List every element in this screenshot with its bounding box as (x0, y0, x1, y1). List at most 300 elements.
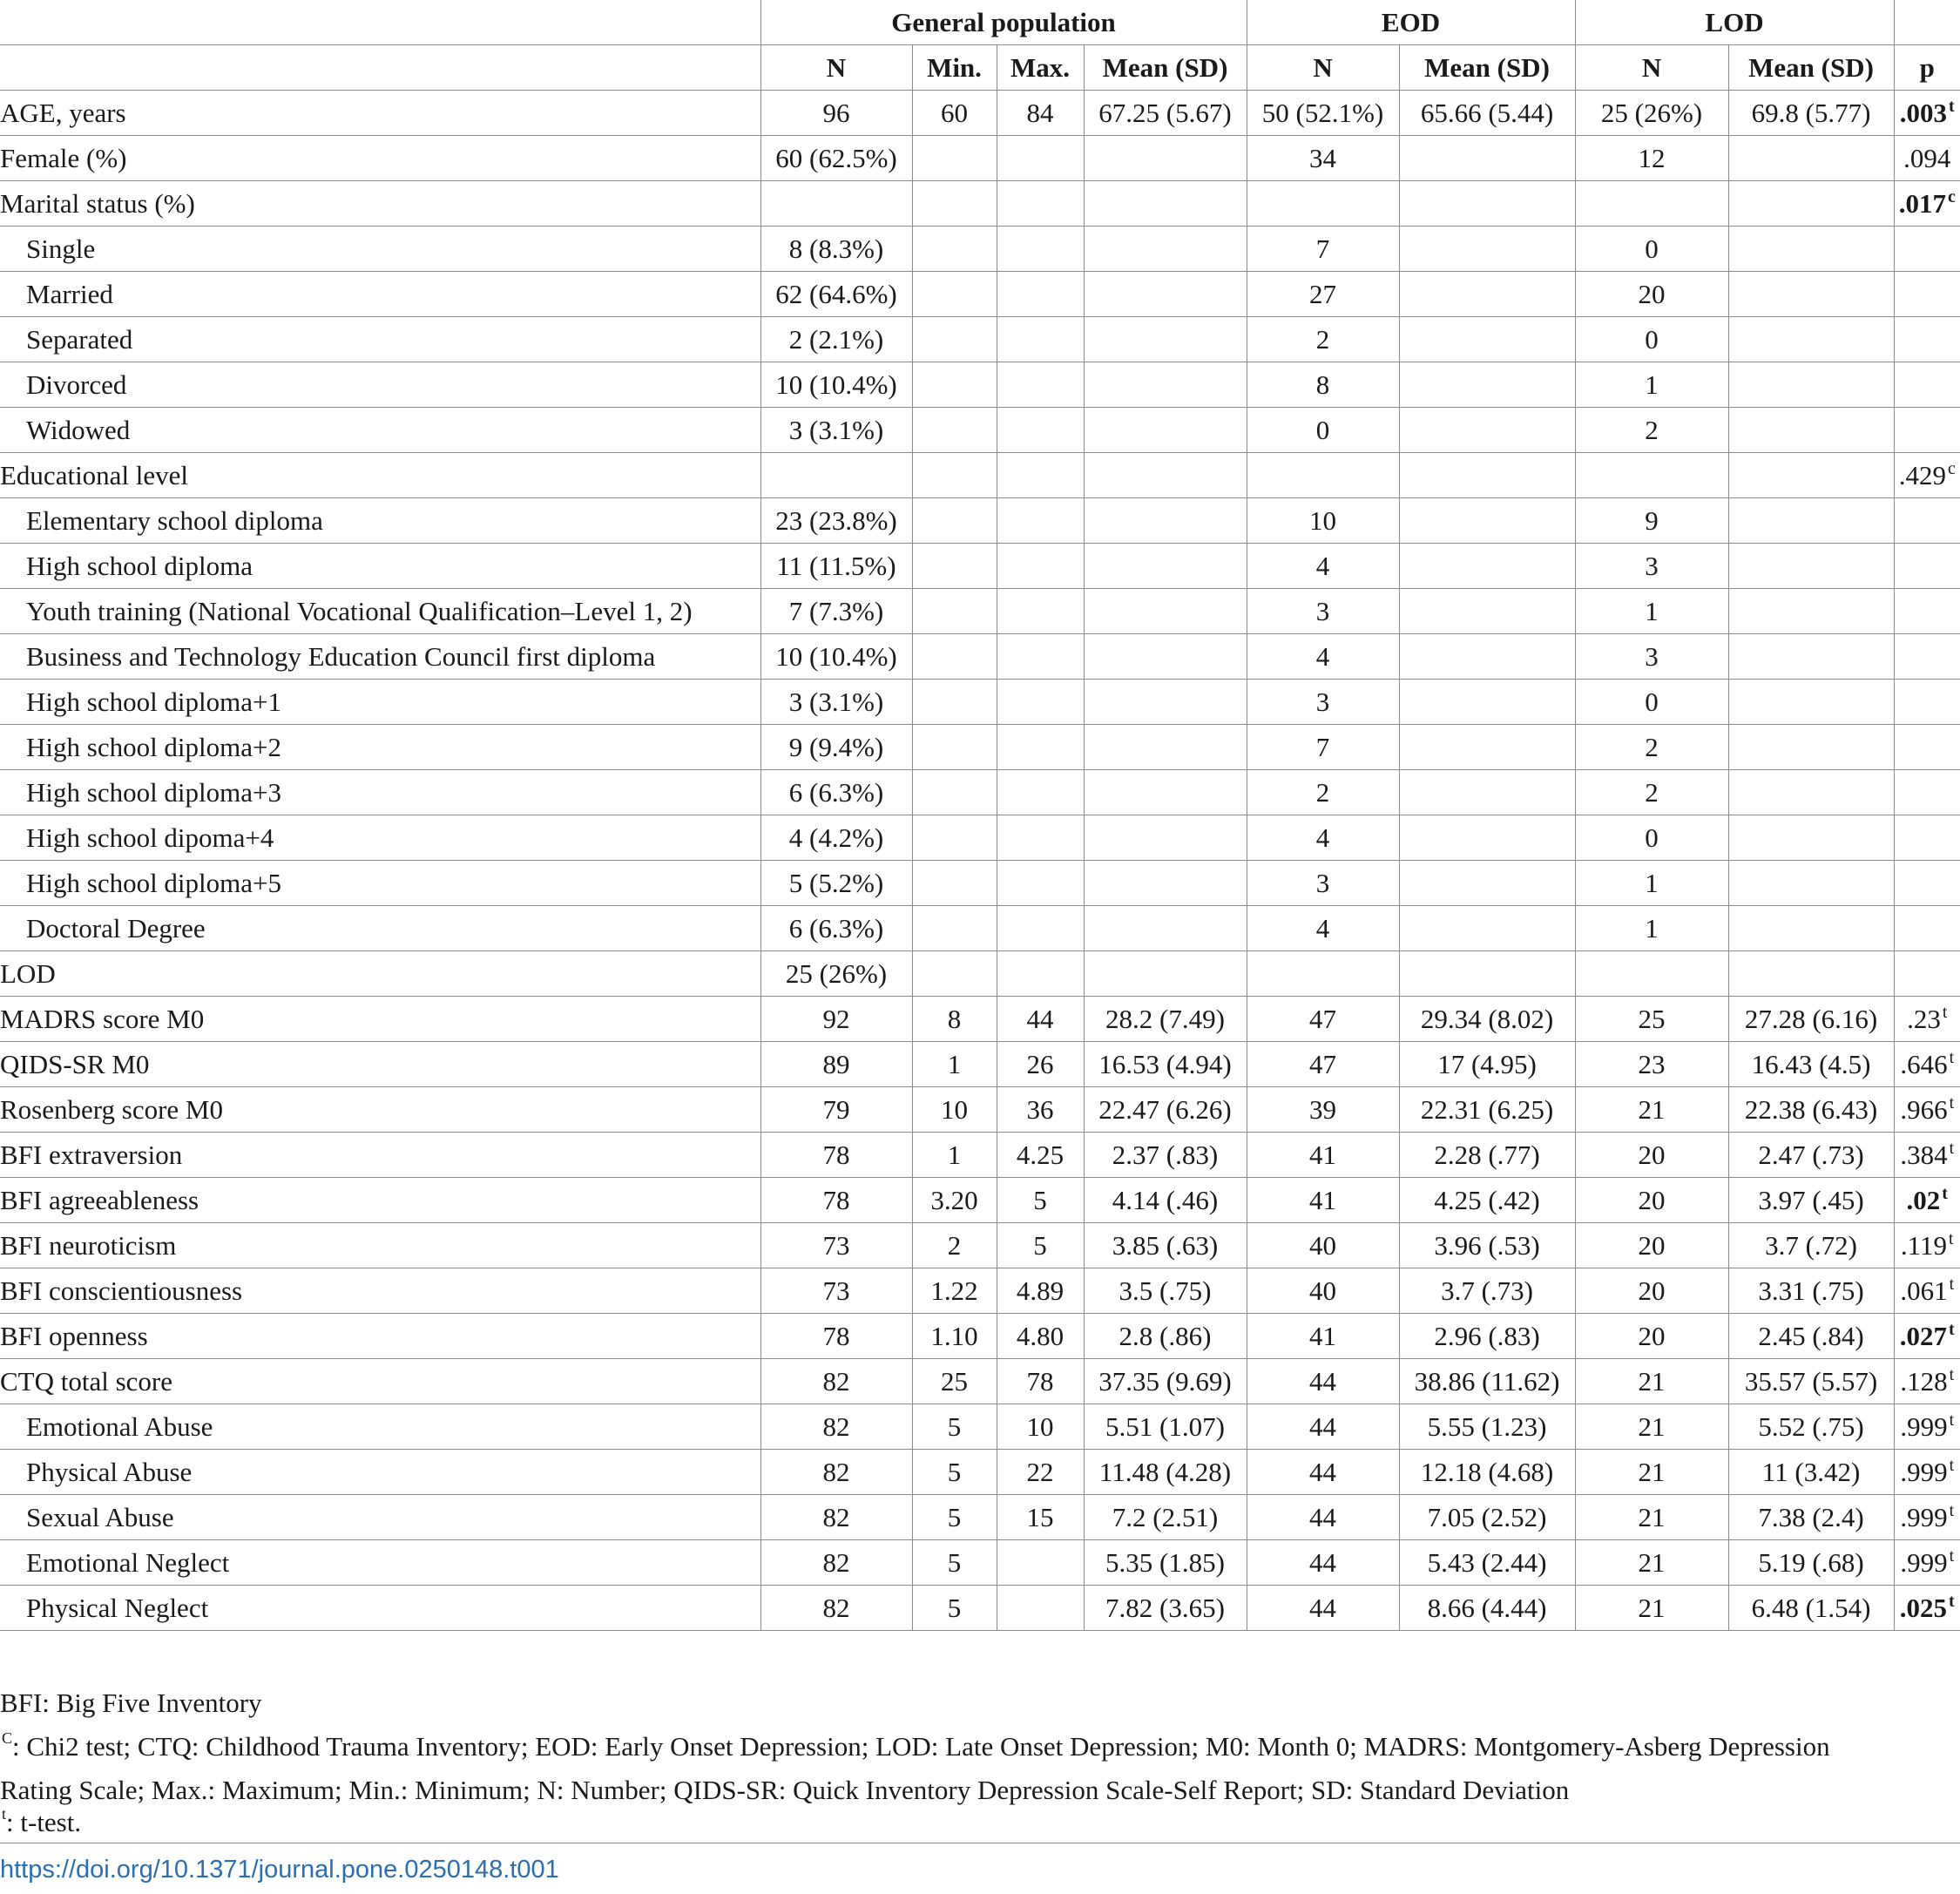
cell-eod-n: 3 (1247, 680, 1399, 725)
p-test-marker: t (1949, 1455, 1955, 1475)
row-label-text: BFI neuroticism (0, 1229, 177, 1261)
cell-gp-min: 1.22 (912, 1268, 997, 1314)
cell-gp-mean (1084, 589, 1247, 634)
cell-gp-n: 82 (760, 1450, 912, 1495)
cell-lod-mean (1728, 227, 1894, 272)
row-label (0, 1450, 760, 1495)
cell-p (1894, 906, 1960, 951)
cell-gp-max: 84 (997, 91, 1084, 136)
row-label-text: High school diploma (26, 550, 253, 581)
cell-gp-n: 2 (2.1%) (760, 317, 912, 362)
table-row (0, 1268, 1960, 1314)
cell-p (1894, 362, 1960, 408)
cell-lod-mean: 11 (3.42) (1728, 1450, 1894, 1495)
cell-lod-mean (1728, 815, 1894, 861)
cell-lod-n: 21 (1575, 1359, 1728, 1404)
col-gp-min: Min. (912, 45, 997, 91)
cell-lod-n: 25 (1575, 997, 1728, 1042)
row-label (0, 1178, 760, 1223)
cell-p (1894, 1042, 1960, 1087)
row-label (0, 680, 760, 725)
cell-lod-n: 1 (1575, 362, 1728, 408)
table-row (0, 1586, 1960, 1631)
cell-gp-mean (1084, 544, 1247, 589)
cell-eod-mean: 3.7 (.73) (1399, 1268, 1575, 1314)
cell-lod-n: 21 (1575, 1540, 1728, 1586)
cell-eod-n: 4 (1247, 544, 1399, 589)
cell-p (1894, 91, 1960, 136)
cell-lod-n: 21 (1575, 1495, 1728, 1540)
cell-eod-mean (1399, 272, 1575, 317)
p-value: .025 (1899, 1592, 1948, 1623)
cell-gp-mean: 7.2 (2.51) (1084, 1495, 1247, 1540)
cell-p (1894, 1178, 1960, 1223)
row-label (0, 1495, 760, 1540)
col-eod-n: N (1247, 45, 1399, 91)
cell-lod-mean: 2.45 (.84) (1728, 1314, 1894, 1359)
p-test-marker: t (1949, 1410, 1955, 1430)
cell-gp-n: 92 (760, 997, 912, 1042)
cell-gp-mean (1084, 634, 1247, 680)
cell-eod-mean (1399, 634, 1575, 680)
cell-gp-mean (1084, 861, 1247, 906)
cell-gp-min (912, 317, 997, 362)
row-label (0, 1314, 760, 1359)
row-label-text: High school diploma+3 (26, 776, 282, 808)
cell-gp-n: 78 (760, 1178, 912, 1223)
cell-lod-mean: 5.19 (.68) (1728, 1540, 1894, 1586)
cell-gp-min (912, 498, 997, 544)
cell-lod-n: 1 (1575, 589, 1728, 634)
cell-gp-mean (1084, 453, 1247, 498)
cell-lod-mean (1728, 136, 1894, 181)
cell-eod-mean: 3.96 (.53) (1399, 1223, 1575, 1268)
cell-gp-mean: 4.14 (.46) (1084, 1178, 1247, 1223)
cell-gp-max: 26 (997, 1042, 1084, 1087)
p-value: .027 (1899, 1320, 1948, 1351)
row-label (0, 136, 760, 181)
p-value: .23 (1907, 1003, 1941, 1034)
cell-gp-n: 82 (760, 1404, 912, 1450)
cell-eod-mean: 2.96 (.83) (1399, 1314, 1575, 1359)
table-row (0, 861, 1960, 906)
cell-p (1894, 951, 1960, 997)
cell-gp-mean (1084, 498, 1247, 544)
cell-gp-mean (1084, 227, 1247, 272)
footnote-abbreviations: Rating Scale; Max.: Maximum; Min.: Minimum; N: Number; QIDS-SR: Quick Inventory Depression Scale-Self Report; SD: Standard Deviation (0, 1775, 1570, 1805)
cell-eod-mean (1399, 906, 1575, 951)
cell-lod-n: 0 (1575, 680, 1728, 725)
cell-gp-min: 5 (912, 1495, 997, 1540)
cell-lod-n: 3 (1575, 634, 1728, 680)
cell-gp-max (997, 1586, 1084, 1631)
table-row (0, 1540, 1960, 1586)
cell-p (1894, 1087, 1960, 1133)
cell-gp-mean (1084, 725, 1247, 770)
cell-p (1894, 498, 1960, 544)
header-empty-p (1894, 0, 1960, 45)
cell-gp-max: 10 (997, 1404, 1084, 1450)
cell-gp-mean: 2.8 (.86) (1084, 1314, 1247, 1359)
cell-gp-mean: 37.35 (9.69) (1084, 1359, 1247, 1404)
cell-lod-n: 21 (1575, 1450, 1728, 1495)
cell-gp-min (912, 227, 997, 272)
cell-lod-mean: 7.38 (2.4) (1728, 1495, 1894, 1540)
cell-lod-mean: 27.28 (6.16) (1728, 997, 1894, 1042)
cell-lod-mean: 3.97 (.45) (1728, 1178, 1894, 1223)
cell-gp-max (997, 136, 1084, 181)
cell-eod-mean: 8.66 (4.44) (1399, 1586, 1575, 1631)
cell-gp-max: 5 (997, 1178, 1084, 1223)
cell-eod-mean: 2.28 (.77) (1399, 1133, 1575, 1178)
cell-gp-max (997, 589, 1084, 634)
row-label (0, 453, 760, 498)
table-row (0, 272, 1960, 317)
cell-eod-n: 10 (1247, 498, 1399, 544)
cell-gp-mean (1084, 136, 1247, 181)
p-test-marker: t (1949, 1138, 1955, 1158)
cell-gp-min (912, 544, 997, 589)
row-label (0, 91, 760, 136)
row-label-text: Doctoral Degree (26, 912, 206, 944)
cell-gp-max (997, 408, 1084, 453)
cell-gp-max (997, 453, 1084, 498)
cell-gp-mean (1084, 181, 1247, 227)
col-gp-max: Max. (997, 45, 1084, 91)
cell-gp-max (997, 770, 1084, 815)
row-label (0, 1586, 760, 1631)
row-label-text: CTQ total score (0, 1365, 173, 1397)
cell-gp-max (997, 861, 1084, 906)
cell-eod-n: 4 (1247, 634, 1399, 680)
cell-lod-mean: 5.52 (.75) (1728, 1404, 1894, 1450)
p-value: .384 (1900, 1139, 1948, 1170)
cell-gp-min: 8 (912, 997, 997, 1042)
p-test-marker: t (1949, 1047, 1955, 1067)
cell-gp-min: 25 (912, 1359, 997, 1404)
cell-eod-n: 41 (1247, 1314, 1399, 1359)
cell-gp-n: 10 (10.4%) (760, 634, 912, 680)
cell-eod-mean: 29.34 (8.02) (1399, 997, 1575, 1042)
cell-p (1894, 589, 1960, 634)
cell-eod-n: 34 (1247, 136, 1399, 181)
cell-gp-min: 1 (912, 1042, 997, 1087)
cell-gp-mean: 5.35 (1.85) (1084, 1540, 1247, 1586)
cell-gp-n: 82 (760, 1495, 912, 1540)
cell-p (1894, 272, 1960, 317)
table-row (0, 1450, 1960, 1495)
cell-eod-n: 44 (1247, 1450, 1399, 1495)
cell-lod-n: 1 (1575, 906, 1728, 951)
cell-lod-mean (1728, 498, 1894, 544)
cell-lod-n: 9 (1575, 498, 1728, 544)
row-label-text: AGE, years (0, 97, 126, 128)
cell-p (1894, 1268, 1960, 1314)
cell-gp-n: 82 (760, 1586, 912, 1631)
row-label (0, 997, 760, 1042)
cell-gp-min: 5 (912, 1450, 997, 1495)
footnote-ttest-marker: t (2, 1805, 7, 1823)
cell-gp-max (997, 227, 1084, 272)
row-label-text: Widowed (26, 414, 131, 445)
cell-lod-n: 3 (1575, 544, 1728, 589)
cell-lod-mean (1728, 861, 1894, 906)
cell-lod-mean: 22.38 (6.43) (1728, 1087, 1894, 1133)
cell-lod-n: 0 (1575, 317, 1728, 362)
cell-gp-min (912, 272, 997, 317)
row-label-text: Emotional Abuse (26, 1410, 213, 1442)
cell-lod-n: 0 (1575, 227, 1728, 272)
footnote-ttest-text: : t-test. (6, 1807, 82, 1837)
cell-eod-mean (1399, 362, 1575, 408)
group-general-population: General population (760, 0, 1247, 45)
row-label-text: Business and Technology Education Council first diploma (26, 640, 656, 672)
cell-p (1894, 408, 1960, 453)
row-label-text: Female (%) (0, 142, 127, 173)
cell-eod-mean (1399, 770, 1575, 815)
cell-eod-n (1247, 453, 1399, 498)
cell-gp-mean: 22.47 (6.26) (1084, 1087, 1247, 1133)
cell-lod-mean (1728, 906, 1894, 951)
cell-gp-max (997, 362, 1084, 408)
cell-gp-n: 3 (3.1%) (760, 680, 912, 725)
cell-p (1894, 181, 1960, 227)
cell-eod-mean (1399, 227, 1575, 272)
table-row (0, 1404, 1960, 1450)
cell-eod-mean: 12.18 (4.68) (1399, 1450, 1575, 1495)
cell-eod-n: 3 (1247, 589, 1399, 634)
row-label (0, 634, 760, 680)
cell-gp-mean (1084, 680, 1247, 725)
cell-gp-mean (1084, 362, 1247, 408)
cell-p (1894, 634, 1960, 680)
row-label-text: Separated (26, 323, 133, 355)
cell-gp-n: 8 (8.3%) (760, 227, 912, 272)
row-label (0, 861, 760, 906)
cell-eod-mean (1399, 408, 1575, 453)
cell-lod-n: 20 (1575, 272, 1728, 317)
cell-gp-max: 4.25 (997, 1133, 1084, 1178)
cell-eod-n: 44 (1247, 1404, 1399, 1450)
row-label (0, 1042, 760, 1087)
cell-gp-max: 22 (997, 1450, 1084, 1495)
p-value: .119 (1900, 1229, 1948, 1261)
cell-gp-max (997, 680, 1084, 725)
table-row (0, 770, 1960, 815)
cell-gp-n: 10 (10.4%) (760, 362, 912, 408)
cell-p (1894, 1450, 1960, 1495)
cell-gp-mean (1084, 815, 1247, 861)
p-test-marker: c (1947, 458, 1956, 478)
cell-gp-n: 25 (26%) (760, 951, 912, 997)
p-test-marker: t (1949, 1228, 1954, 1248)
row-label (0, 544, 760, 589)
cell-gp-max (997, 951, 1084, 997)
row-label (0, 1223, 760, 1268)
col-lod-n: N (1575, 45, 1728, 91)
p-value: .999 (1900, 1410, 1948, 1442)
footnote-chi2-text: : Chi2 test; CTQ: Childhood Trauma Inventory; EOD: Early Onset Depression; LOD: Late Onset Depression; M0: Month 0; MADRS: Montgomery-Asberg Depression (12, 1731, 1830, 1762)
cell-eod-mean (1399, 317, 1575, 362)
cell-eod-mean: 5.55 (1.23) (1399, 1404, 1575, 1450)
cell-p (1894, 1540, 1960, 1586)
cell-eod-n: 41 (1247, 1133, 1399, 1178)
table-row (0, 408, 1960, 453)
table-row (0, 227, 1960, 272)
cell-eod-n: 7 (1247, 227, 1399, 272)
group-eod: EOD (1247, 0, 1575, 45)
p-value: .061 (1900, 1275, 1948, 1306)
row-label-text: BFI conscientiousness (0, 1275, 243, 1306)
cell-eod-mean: 65.66 (5.44) (1399, 91, 1575, 136)
col-gp-mean: Mean (SD) (1084, 45, 1247, 91)
row-label-text: High school diploma+1 (26, 686, 282, 717)
row-label (0, 589, 760, 634)
p-value: .094 (1903, 142, 1951, 173)
row-label-text: Divorced (26, 369, 127, 400)
cell-lod-n: 20 (1575, 1314, 1728, 1359)
cell-p (1894, 997, 1960, 1042)
p-test-marker: t (1949, 1500, 1955, 1520)
cell-lod-mean: 6.48 (1.54) (1728, 1586, 1894, 1631)
row-label (0, 181, 760, 227)
doi-link[interactable]: https://doi.org/10.1371/journal.pone.0250148.t001 (0, 1856, 559, 1884)
cell-eod-mean (1399, 544, 1575, 589)
table-row (0, 453, 1960, 498)
cell-lod-n: 12 (1575, 136, 1728, 181)
table-row (0, 815, 1960, 861)
cell-gp-min: 1.10 (912, 1314, 997, 1359)
cell-gp-n: 73 (760, 1223, 912, 1268)
col-eod-mean: Mean (SD) (1399, 45, 1575, 91)
cell-eod-mean (1399, 136, 1575, 181)
cell-gp-max: 78 (997, 1359, 1084, 1404)
cell-gp-min: 5 (912, 1540, 997, 1586)
cell-lod-mean: 16.43 (4.5) (1728, 1042, 1894, 1087)
group-lod: LOD (1575, 0, 1894, 45)
cell-gp-max (997, 1540, 1084, 1586)
cell-eod-mean (1399, 680, 1575, 725)
footnote-ttest (0, 1801, 81, 1844)
cell-gp-min (912, 725, 997, 770)
column-header-row (0, 45, 1960, 91)
cell-eod-mean (1399, 498, 1575, 544)
cell-eod-mean: 17 (4.95) (1399, 1042, 1575, 1087)
row-label-text: Physical Neglect (26, 1592, 209, 1623)
cell-eod-n: 8 (1247, 362, 1399, 408)
table-row (0, 1314, 1960, 1359)
table-row (0, 544, 1960, 589)
table-row (0, 725, 1960, 770)
cell-lod-mean (1728, 408, 1894, 453)
row-label (0, 906, 760, 951)
table-row (0, 1178, 1960, 1223)
table-row (0, 997, 1960, 1042)
cell-lod-n: 21 (1575, 1404, 1728, 1450)
cell-gp-n: 5 (5.2%) (760, 861, 912, 906)
cell-gp-max (997, 725, 1084, 770)
cell-gp-n: 82 (760, 1359, 912, 1404)
cell-gp-min: 2 (912, 1223, 997, 1268)
cell-lod-mean (1728, 181, 1894, 227)
cell-eod-n: 47 (1247, 997, 1399, 1042)
row-label-text: BFI openness (0, 1320, 148, 1351)
cell-gp-n: 60 (62.5%) (760, 136, 912, 181)
cell-gp-min (912, 453, 997, 498)
cell-lod-n (1575, 453, 1728, 498)
cell-lod-mean (1728, 634, 1894, 680)
cell-gp-min: 5 (912, 1586, 997, 1631)
cell-gp-n: 78 (760, 1133, 912, 1178)
cell-lod-n: 23 (1575, 1042, 1728, 1087)
row-label-text: Emotional Neglect (26, 1546, 230, 1578)
cell-p (1894, 861, 1960, 906)
cell-p (1894, 136, 1960, 181)
cell-gp-n: 73 (760, 1268, 912, 1314)
cell-eod-n: 44 (1247, 1359, 1399, 1404)
cell-eod-mean: 5.43 (2.44) (1399, 1540, 1575, 1586)
cell-eod-n: 39 (1247, 1087, 1399, 1133)
row-label-text: Marital status (%) (0, 187, 195, 219)
cell-eod-n: 2 (1247, 770, 1399, 815)
cell-eod-mean (1399, 861, 1575, 906)
row-label-text: High school diploma+5 (26, 867, 282, 898)
cell-lod-n: 21 (1575, 1586, 1728, 1631)
cell-gp-max (997, 181, 1084, 227)
cell-eod-mean (1399, 453, 1575, 498)
p-value: .966 (1900, 1093, 1948, 1125)
cell-p (1894, 1586, 1960, 1631)
cell-lod-n: 25 (26%) (1575, 91, 1728, 136)
cell-gp-mean: 3.85 (.63) (1084, 1223, 1247, 1268)
cell-eod-mean: 22.31 (6.25) (1399, 1087, 1575, 1133)
cell-gp-max: 15 (997, 1495, 1084, 1540)
p-value: .003 (1899, 97, 1948, 128)
table-row (0, 1495, 1960, 1540)
cell-gp-mean: 11.48 (4.28) (1084, 1450, 1247, 1495)
cell-gp-min (912, 906, 997, 951)
cell-lod-mean (1728, 272, 1894, 317)
cell-gp-min (912, 136, 997, 181)
cell-p (1894, 680, 1960, 725)
cell-gp-max (997, 317, 1084, 362)
p-test-marker: t (1949, 1319, 1955, 1339)
row-label-text: High school dipoma+4 (26, 822, 274, 853)
cell-gp-mean: 7.82 (3.65) (1084, 1586, 1247, 1631)
cell-lod-n: 0 (1575, 815, 1728, 861)
cell-gp-n: 11 (11.5%) (760, 544, 912, 589)
cell-lod-mean (1728, 589, 1894, 634)
cell-gp-min (912, 589, 997, 634)
col-gp-n: N (760, 45, 912, 91)
cell-gp-min: 1 (912, 1133, 997, 1178)
row-label-text: Rosenberg score M0 (0, 1093, 223, 1125)
cell-eod-mean: 7.05 (2.52) (1399, 1495, 1575, 1540)
row-label (0, 272, 760, 317)
row-label (0, 770, 760, 815)
table-row (0, 1359, 1960, 1404)
cell-lod-n: 20 (1575, 1268, 1728, 1314)
cell-gp-mean: 5.51 (1.07) (1084, 1404, 1247, 1450)
cell-gp-n: 6 (6.3%) (760, 906, 912, 951)
cell-gp-n: 89 (760, 1042, 912, 1087)
table-row (0, 634, 1960, 680)
cell-gp-max: 4.80 (997, 1314, 1084, 1359)
cell-eod-n: 44 (1247, 1540, 1399, 1586)
row-label-text: Elementary school diploma (26, 504, 323, 536)
cell-lod-mean (1728, 680, 1894, 725)
row-label-text: Sexual Abuse (26, 1501, 174, 1532)
